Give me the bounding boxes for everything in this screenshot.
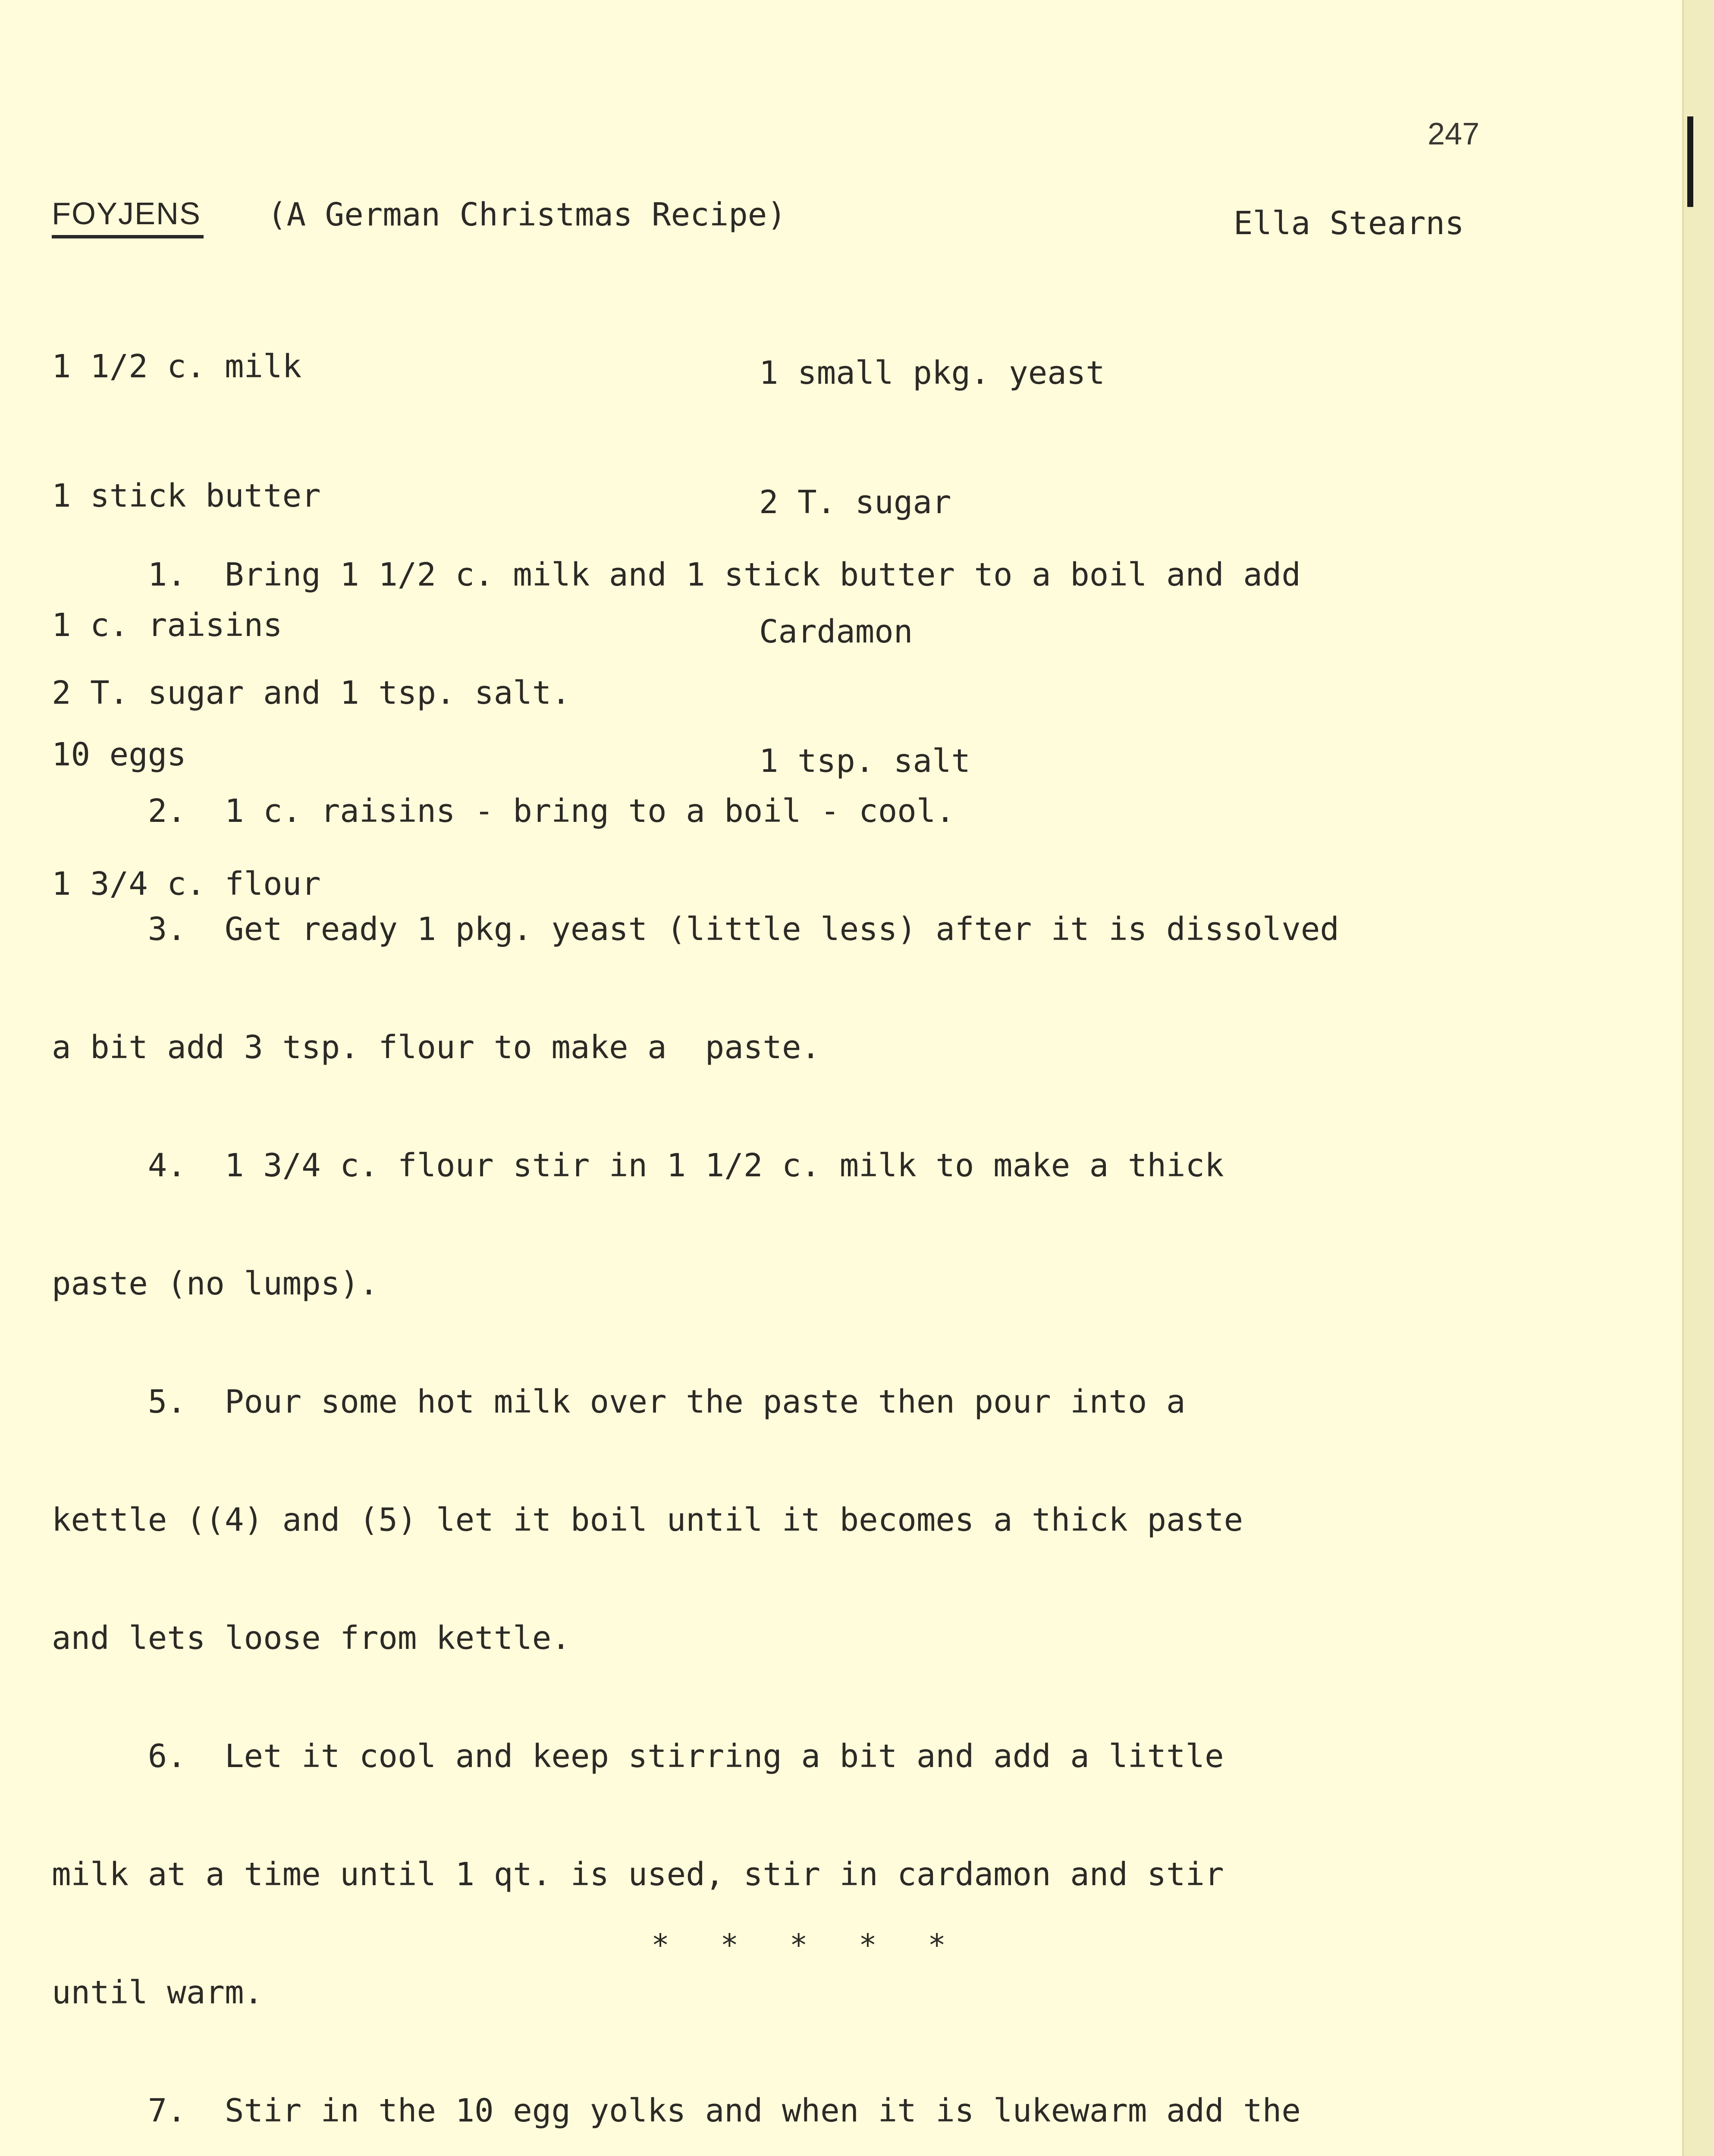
ingredient-item: 1 tsp. salt [759,743,971,780]
ingredient-item: 10 eggs [52,736,186,773]
recipe-steps [52,479,1339,2156]
step-line: paste (no lumps). [52,1265,379,1302]
step-line: 7. Stir in the 10 egg yolks and when it is lukewarm add the [52,2092,1301,2129]
step-line: 6. Let it cool and keep stirring a bit and add a little [52,1738,1224,1775]
page-edge [1682,0,1714,2156]
step-line: 1. Bring 1 1/2 c. milk and 1 stick butter to a boil and add [52,556,1301,593]
step-line: milk at a time until 1 qt. is used, stir in cardamon and stir [52,1856,1224,1893]
step-line: kettle ((4) and (5) let it boil until it becomes a thick paste [52,1501,1243,1539]
step-line: 2 T. sugar and 1 tsp. salt. [52,674,571,711]
ingredient-item: 1 small pkg. yeast [759,354,1105,392]
ingredient-item: 1 stick butter [52,477,321,514]
step-line: 2. 1 c. raisins - bring to a boil - cool. [52,793,955,830]
ingredient-item: 1 3/4 c. flour [52,865,321,903]
recipe-author: Ella Stearns [1234,205,1464,242]
recipe-header [52,192,1501,242]
recipe-title: FOYJENS [52,197,201,231]
recipe-subtitle: (A German Christmas Recipe) [267,196,786,233]
binding-mark [1687,116,1693,207]
ingredient-item: Cardamon [759,613,913,650]
section-separator: * * * * * [651,1927,963,1963]
title-underline [52,235,204,238]
step-line: 3. Get ready 1 pkg. yeast (little less) after it is dissolved [52,911,1339,948]
ingredient-item: 1 1/2 c. milk [52,348,302,385]
step-line: 4. 1 3/4 c. flour stir in 1 1/2 c. milk to make a thick [52,1147,1224,1184]
step-line: 5. Pour some hot milk over the paste then pour into a [52,1383,1186,1420]
step-line: and lets loose from kettle. [52,1620,571,1657]
ingredient-item: 1 c. raisins [52,607,283,644]
ingredient-item: 2 T. sugar [759,484,951,521]
step-line: until warm. [52,1974,264,2011]
page-number: 247 [1428,117,1480,151]
step-line: a bit add 3 tsp. flour to make a paste. [52,1029,821,1066]
